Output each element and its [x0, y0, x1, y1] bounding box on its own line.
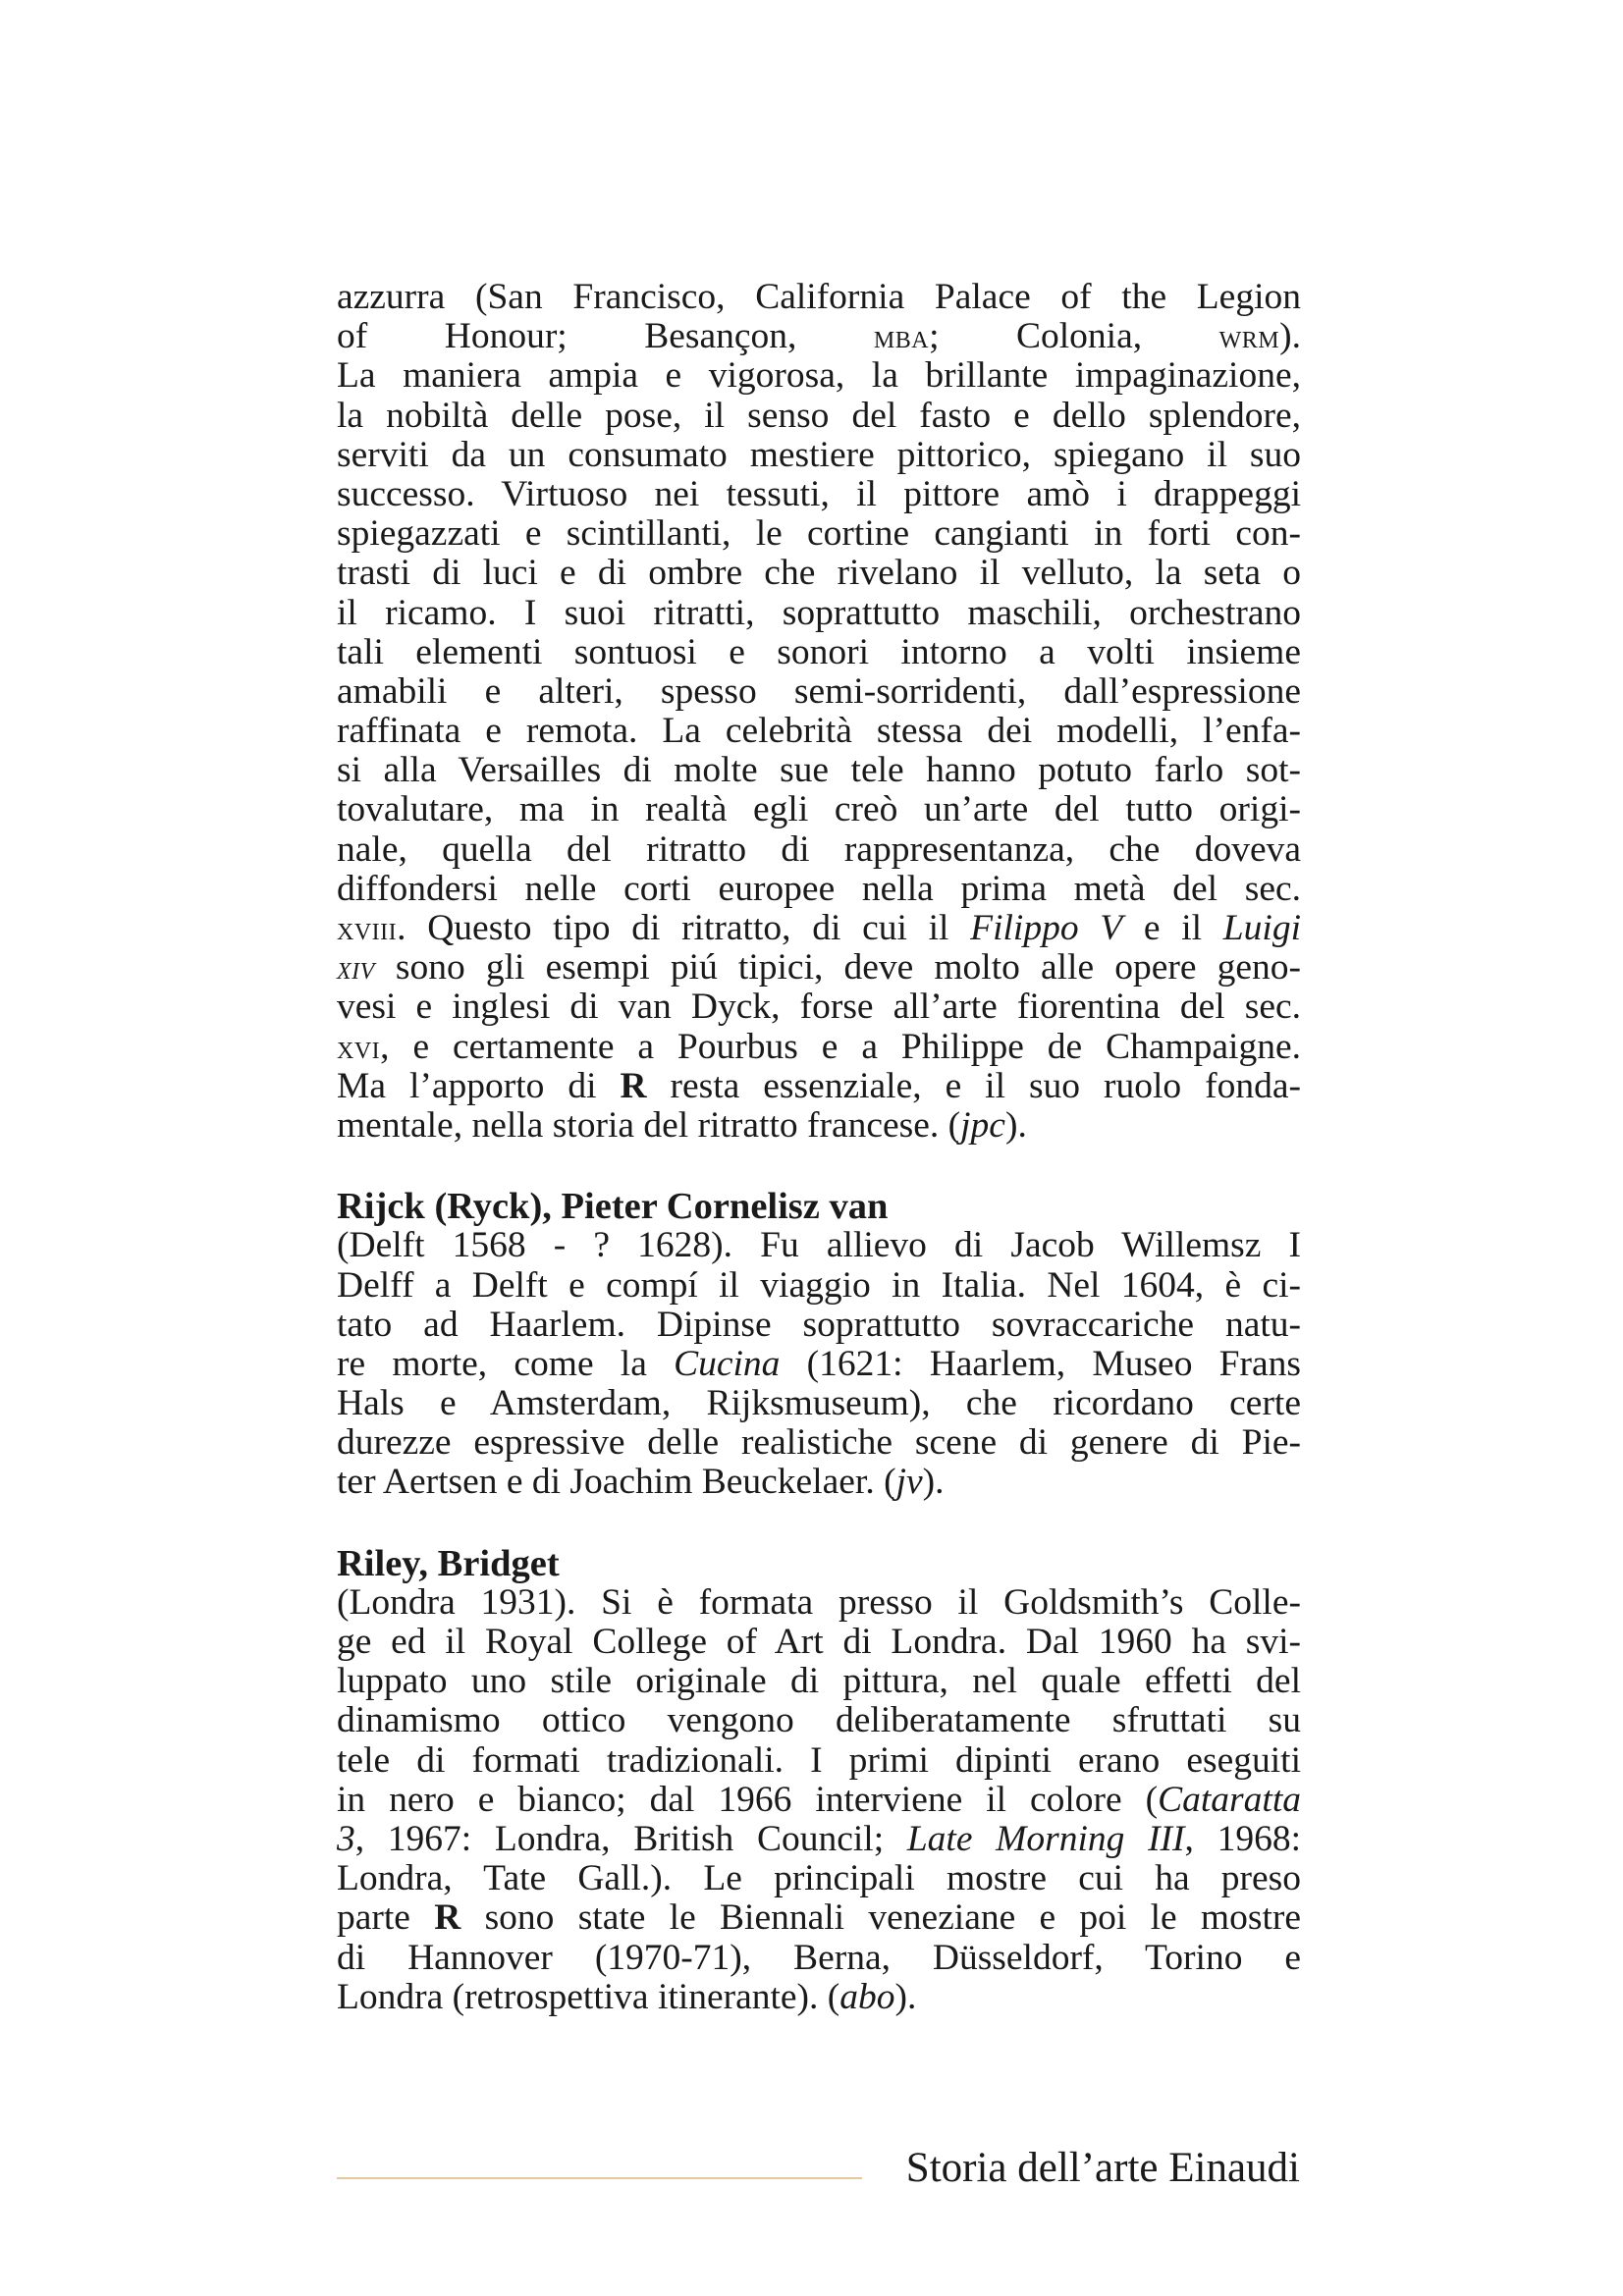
text-line: durezze espressive delle realistiche scene di genere di Pie-	[337, 1422, 1301, 1464]
entry-gap	[337, 1146, 1301, 1187]
text-line: ge ed il Royal College of Art di Londra. Dal 1960 ha svi-	[337, 1622, 1301, 1662]
text-line: xiv sono gli esempi piú tipici, deve molto alle opere geno-	[337, 947, 1301, 988]
text-line: ter Aertsen e di Joachim Beuckelaer. (jv).	[337, 1462, 945, 1503]
text-line: of Honour; Besançon, mba; Colonia, wrm).	[337, 316, 1301, 357]
text-line: si alla Versailles di molte sue tele hanno potuto farlo sot-	[337, 750, 1301, 791]
entry-continuation	[337, 278, 1301, 1146]
italic-text: Cucina	[674, 1343, 781, 1384]
text-line: amabili e alteri, spesso semi-sorridenti, dall’espressione	[337, 670, 1301, 712]
text-line: il ricamo. I suoi ritratti, soprattutto maschili, orchestrano	[337, 592, 1301, 633]
text-line: successo. Virtuoso nei tessuti, il pittore amò i drappeggi	[337, 473, 1301, 514]
text-line: trasti di luci e di ombre che rivelano il velluto, la seta o	[337, 553, 1301, 594]
bold-text: R	[620, 1065, 647, 1106]
text-line: luppato uno stile originale di pittura, nel quale effetti del	[337, 1661, 1301, 1702]
text-line: tele di formati tradizionali. I primi dipinti erano eseguiti	[337, 1739, 1301, 1781]
text-line: (Delft 1568 - ? 1628). Fu allievo di Jacob Willemsz I	[337, 1225, 1301, 1266]
text-line: in nero e bianco; dal 1966 interviene il colore (Cataratta	[337, 1779, 1301, 1820]
text-line: parte R sono state le Biennali veneziane e poi le mostre	[337, 1897, 1301, 1939]
text-line: spiegazzati e scintillanti, le cortine cangianti in forti con-	[337, 513, 1301, 555]
entry-riley	[337, 1544, 1301, 2017]
italic-text: Filippo V	[970, 908, 1123, 948]
text-line: diffondersi nelle corti europee nella prima metà del sec.	[337, 868, 1301, 909]
text-line: xvi, e certamente a Pourbus e a Philippe de Champaigne.	[337, 1026, 1301, 1067]
italic-text: jpc	[960, 1104, 1005, 1146]
text-line: Londra (retrospettiva itinerante). (abo).	[337, 1976, 917, 2017]
entry-body	[337, 1226, 1301, 1502]
text-line: Londra, Tate Gall.). Le principali mostre cui ha preso	[337, 1858, 1301, 1899]
text-line: La maniera ampia e vigorosa, la brillante impaginazione,	[337, 355, 1301, 397]
text-line: Delff a Delft e compí il viaggio in Italia. Nel 1604, è ci-	[337, 1264, 1301, 1306]
text-line: di Hannover (1970-71), Berna, Düsseldorf, Torino e	[337, 1937, 1301, 1978]
italic-text: 3	[337, 1818, 355, 1859]
small-caps-text: xiv	[337, 949, 375, 988]
text-line: xviii. Questo tipo di ritratto, di cui il Filippo V e il Luigi	[337, 908, 1301, 948]
text-column	[337, 278, 1301, 2017]
text-line: nale, quella del ritratto di rappresentanza, che doveva	[337, 828, 1301, 870]
text-line: serviti da un consumato mestiere pittorico, spiegano il suo	[337, 434, 1301, 475]
text-line: mentale, nella storia del ritratto francese. (jpc).	[337, 1104, 1027, 1146]
italic-text	[337, 947, 375, 988]
entry-heading: Rijck (Ryck), Pieter Cornelisz van	[337, 1186, 889, 1228]
small-caps-text: xvi	[337, 1028, 381, 1066]
entry-gap	[337, 1503, 1301, 1544]
bold-text: R	[434, 1897, 461, 1939]
text-line: tali elementi sontuosi e sonori intorno a volti insieme	[337, 631, 1301, 672]
small-caps-text: xviii	[337, 910, 398, 947]
italic-text: Cataratta	[1158, 1779, 1301, 1820]
entry-heading: Riley, Bridget	[337, 1542, 560, 1584]
text-line: azzurra (San Francisco, California Palace of the Legion	[337, 277, 1301, 317]
text-line: re morte, come la Cucina (1621: Haarlem, Museo Frans	[337, 1343, 1301, 1384]
text-line: 3, 1967: Londra, British Council; Late Morning III, 1968:	[337, 1818, 1301, 1859]
small-caps-text: wrm	[1218, 318, 1280, 356]
text-line: Ma l’apporto di R resta essenziale, e il suo ruolo fonda-	[337, 1065, 1301, 1106]
text-line: (Londra 1931). Si è formata presso il Goldsmith’s Colle-	[337, 1581, 1301, 1623]
entry-rijck	[337, 1187, 1301, 1503]
footer-title: Storia dell’arte Einaudi	[905, 2145, 1300, 2191]
entry-body	[337, 1583, 1301, 2017]
text-line: tovalutare, ma in realtà egli creò un’arte del tutto origi-	[337, 789, 1301, 830]
italic-text: Luigi	[1222, 908, 1301, 948]
italic-text: abo	[839, 1976, 895, 2017]
text-line: tato ad Haarlem. Dipinse soprattutto sovraccariche natu-	[337, 1304, 1301, 1345]
text-line: Hals e Amsterdam, Rijksmuseum), che ricordano certe	[337, 1383, 1301, 1424]
text-line: la nobiltà delle pose, il senso del fasto e dello splendore,	[337, 395, 1301, 436]
small-caps-text: mba	[873, 318, 930, 356]
italic-text: Late Morning III	[906, 1818, 1185, 1859]
text-line: dinamismo ottico vengono deliberatamente sfruttati su	[337, 1700, 1301, 1741]
text-line: vesi e inglesi di van Dyck, forse all’arte fiorentina del sec.	[337, 987, 1301, 1028]
footer-rule	[337, 2177, 862, 2179]
text-line: raffinata e remota. La celebrità stessa dei modelli, l’enfa-	[337, 711, 1301, 752]
italic-text: jv	[895, 1462, 923, 1503]
